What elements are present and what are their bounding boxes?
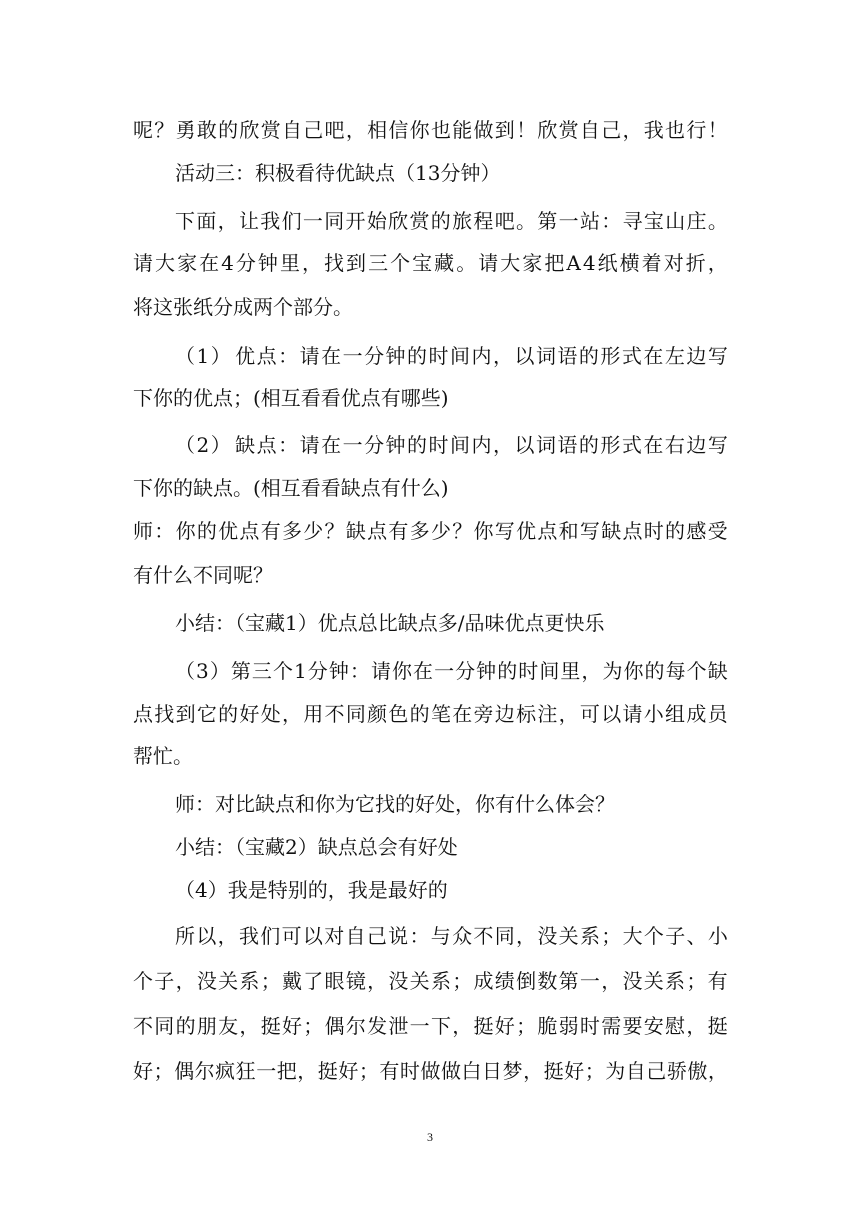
text-line: 个 子 ， 没 关 系 ； 戴 了 眼 镜 ， 没 关 系 ； 成 绩 倒 数 第 一 ， 没 关 系 ； 有 (133, 969, 728, 993)
text-line: （ 2 ） 缺 点 ： 请 在 一 分 钟 的 时 间 内 ， 以 词 语 的 形 式 在 右 边 写 (175, 433, 728, 457)
text-line: 有什么不同呢？ (133, 563, 273, 587)
text-line: 下 面 ， 让 我 们 一 同 开 始 欣 赏 的 旅 程 吧 。 第 一 站 ： 寻 宝 山 庄 。 (175, 209, 728, 233)
text-line: 下你的缺点。(相互看看缺点有什么) (133, 476, 449, 500)
text-line: 活动三：积极看待优缺点（13分钟） (175, 161, 501, 185)
text-line: 好 ； 偶 尔 疯 狂 一 把 ， 挺 好 ； 有 时 做 做 白 日 梦 ， 挺 好 ； 为 自 己 骄 傲 ， (133, 1059, 728, 1083)
text-line: 帮忙。 (133, 744, 193, 768)
text-line: （4）我是特别的，我是最好的 (175, 878, 448, 902)
text-line: 所 以 ， 我 们 可 以 对 自 己 说 ： 与 众 不 同 ， 没 关 系 ； 大 个 子 、 小 (175, 924, 728, 948)
text-line: （ 3 ） 第 三 个 1 分 钟 ： 请 你 在 一 分 钟 的 时 间 里 ， 为 你 的 每 个 缺 (175, 659, 728, 683)
text-line: 小结：（宝藏2）缺点总会有好处 (175, 835, 458, 859)
text-line: 下你的优点；(相互看看优点有哪些) (133, 386, 449, 410)
text-line: （ 1 ） 优 点 ： 请 在 一 分 钟 的 时 间 内 ， 以 词 语 的 形 式 在 左 边 写 (175, 344, 728, 368)
text-line: 点 找 到 它 的 好 处 ， 用 不 同 颜 色 的 笔 在 旁 边 标 注 ， 可 以 请 小 组 成 员 (133, 702, 728, 726)
text-line: 师 ： 你 的 优 点 有 多 少 ？ 缺 点 有 多 少 ？ 你 写 优 点 和 写 缺 点 时 的 感 受 (133, 519, 728, 543)
text-line: 请 大 家 在 4 分 钟 里 ， 找 到 三 个 宝 藏 。 请 大 家 把 A 4 纸 横 着 对 折 ， (133, 251, 728, 275)
text-line: 将这张纸分成两个部分。 (133, 295, 353, 319)
page-number: 3 (427, 1130, 433, 1144)
text-line: 师：对比缺点和你为它找的好处，你有什么体会？ (175, 792, 615, 816)
text-line: 呢 ？ 勇 敢 的 欣 赏 自 己 吧 ， 相 信 你 也 能 做 到 ！ 欣 赏 自 己 ， 我 也 行 ！ (133, 118, 728, 142)
text-line: 不 同 的 朋 友 ， 挺 好 ； 偶 尔 发 泄 一 下 ， 挺 好 ； 脆 弱 时 需 要 安 慰 ， 挺 (133, 1014, 728, 1038)
text-line: 小结：（宝藏1）优点总比缺点多/品味优点更快乐 (175, 611, 605, 635)
